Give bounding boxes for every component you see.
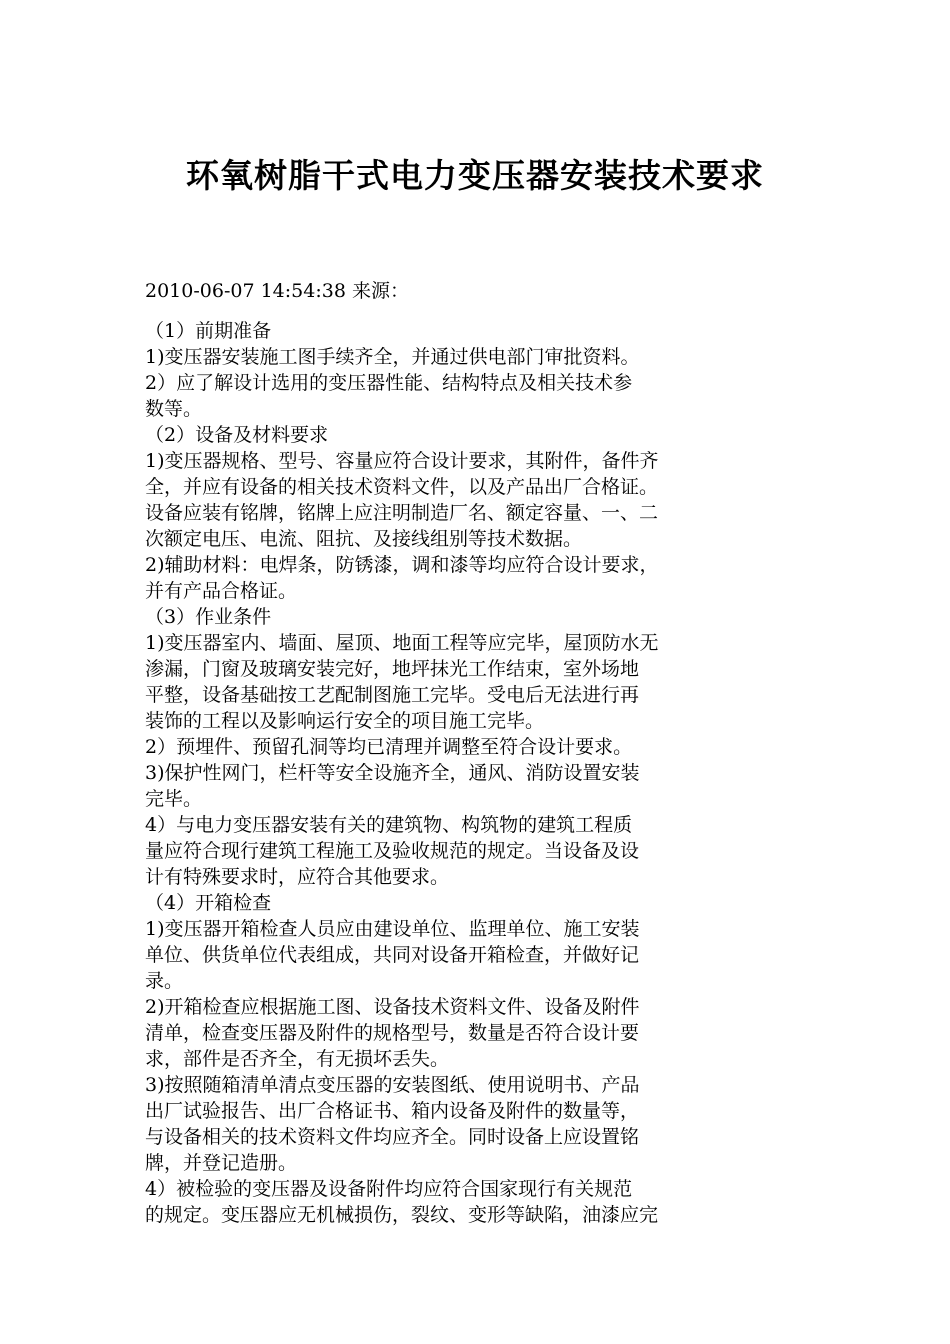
text-line: 单位、供货单位代表组成，共同对设备开箱检查，并做好记 <box>145 944 640 966</box>
text-line: 次额定电压、电流、阻抗、及接线组别等技术数据。 <box>145 528 583 550</box>
text-line: 与设备相关的技术资料文件均应齐全。同时设备上应设置铭 <box>145 1126 640 1148</box>
document-body <box>145 318 725 1228</box>
text-line: 完毕。 <box>145 788 203 810</box>
text-line: 2)开箱检查应根据施工图、设备技术资料文件、设备及附件 <box>145 996 640 1018</box>
text-line: 3)保护性网门，栏杆等安全设施齐全，通风、消防设置安装 <box>145 762 640 784</box>
text-line: 2）应了解设计选用的变压器性能、结构特点及相关技术参 <box>145 372 633 394</box>
text-line: 清单，检查变压器及附件的规格型号，数量是否符合设计要 <box>145 1022 640 1044</box>
text-line: 2）预埋件、预留孔洞等均已清理并调整至符合设计要求。 <box>145 736 633 758</box>
text-line: 3)按照随箱清单清点变压器的安装图纸、使用说明书、产品 <box>145 1074 640 1096</box>
text-line: 2)辅助材料：电焊条，防锈漆，调和漆等均应符合设计要求， <box>145 554 659 576</box>
text-line: 录。 <box>145 970 184 992</box>
text-line: 1)变压器规格、型号、容量应符合设计要求，其附件，备件齐 <box>145 450 659 472</box>
section-heading: （4）开箱检查 <box>145 892 272 914</box>
text-line: 1)变压器室内、墙面、屋顶、地面工程等应完毕，屋顶防水无 <box>145 632 659 654</box>
publish-meta: 2010-06-07 14:54:38 来源： <box>145 280 409 302</box>
text-line: 渗漏，门窗及玻璃安装完好，地坪抹光工作结束，室外场地 <box>145 658 640 680</box>
section-heading: （3）作业条件 <box>145 606 272 628</box>
section-heading: （1）前期准备 <box>145 320 272 342</box>
text-line: 牌，并登记造册。 <box>145 1152 298 1174</box>
text-line: 平整，设备基础按工艺配制图施工完毕。受电后无法进行再 <box>145 684 640 706</box>
text-line: 的规定。变压器应无机械损伤，裂纹、变形等缺陷，油漆应完 <box>145 1204 659 1226</box>
text-line: 量应符合现行建筑工程施工及验收规范的规定。当设备及设 <box>145 840 640 862</box>
section-heading: （2）设备及材料要求 <box>145 424 329 446</box>
text-line: 计有特殊要求时，应符合其他要求。 <box>145 866 450 888</box>
text-line: 设备应装有铭牌，铭牌上应注明制造厂名、额定容量、一、二 <box>145 502 659 524</box>
text-line: 出厂试验报告、出厂合格证书、箱内设备及附件的数量等， <box>145 1100 640 1122</box>
text-line: 4）被检验的变压器及设备附件均应符合国家现行有关规范 <box>145 1178 633 1200</box>
text-line: 4）与电力变压器安装有关的建筑物、构筑物的建筑工程质 <box>145 814 633 836</box>
text-line: 1)变压器开箱检查人员应由建设单位、监理单位、施工安装 <box>145 918 640 940</box>
text-line: 求，部件是否齐全，有无损坏丢失。 <box>145 1048 450 1070</box>
document-title: 环氧树脂干式电力变压器安装技术要求 <box>186 156 764 195</box>
text-line: 装饰的工程以及影响运行安全的项目施工完毕。 <box>145 710 545 732</box>
text-line: 并有产品合格证。 <box>145 580 298 602</box>
text-line: 全，并应有设备的相关技术资料文件，以及产品出厂合格证。 <box>145 476 659 498</box>
text-line: 数等。 <box>145 398 203 420</box>
text-line: 1)变压器安装施工图手续齐全，并通过供电部门审批资料。 <box>145 346 640 368</box>
